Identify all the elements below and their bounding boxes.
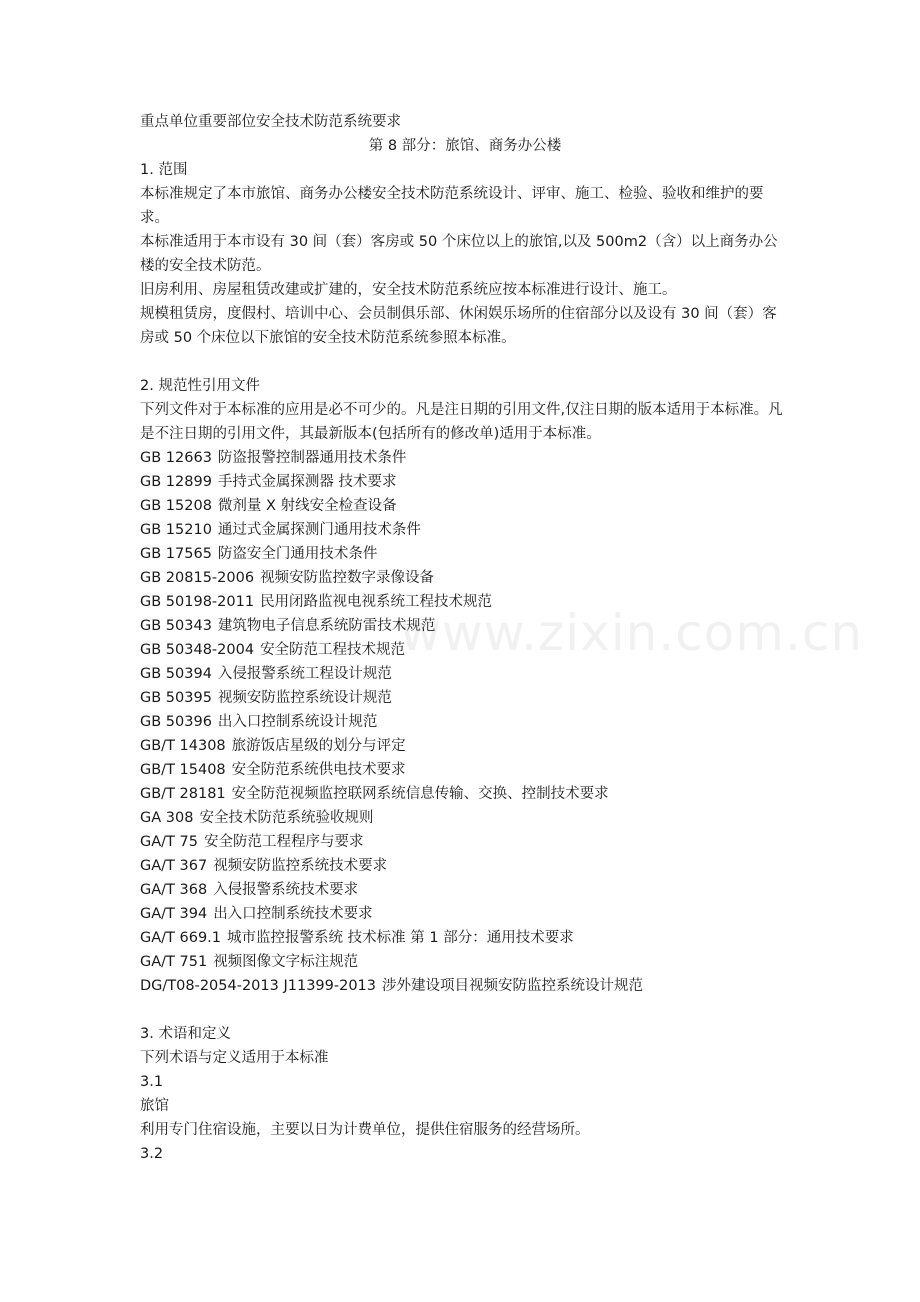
reference-title: 手持式金属探测器 技术要求 xyxy=(217,474,397,490)
reference-code: GB 12899 xyxy=(140,474,212,490)
blank-line xyxy=(140,350,790,374)
reference-item xyxy=(140,494,790,518)
reference-code: GA/T 669.1 xyxy=(140,930,222,946)
reference-title: 旅游饭店星级的划分与评定 xyxy=(231,738,406,754)
reference-code: GB 50198-2011 xyxy=(140,594,255,610)
reference-title: 安全防范视频监控联网系统信息传输、交换、控制技术要求 xyxy=(231,786,609,802)
reference-code: GB 17565 xyxy=(140,546,212,562)
section-2-paragraph: 下列文件对于本标准的应用是必不可少的。凡是注日期的引用文件,仅注日期的版本适用于本标准。凡是不注日期的引用文件，其最新版本(包括所有的修改单)适用于本标准。 xyxy=(140,402,783,442)
reference-title: 视频安防监控系统技术要求 xyxy=(213,858,388,874)
reference-list xyxy=(140,446,790,998)
reference-title: 涉外建设项目视频安防监控系统设计规范 xyxy=(382,978,644,994)
reference-item xyxy=(140,902,790,926)
reference-title: 民用闭路监视电视系统工程技术规范 xyxy=(260,594,493,610)
reference-item xyxy=(140,638,790,662)
reference-item xyxy=(140,854,790,878)
watermark: www.zixin.com.cn xyxy=(400,604,864,662)
reference-title: 安全防范工程程序与要求 xyxy=(203,834,364,850)
reference-title: 入侵报警系统技术要求 xyxy=(213,882,359,898)
reference-code: GB 50394 xyxy=(140,666,212,682)
reference-item xyxy=(140,974,790,998)
term-number: 3.2 xyxy=(140,1146,164,1162)
reference-code: GB 15208 xyxy=(140,498,212,514)
reference-code: GB/T 28181 xyxy=(140,786,226,802)
term-number: 3.1 xyxy=(140,1074,164,1090)
reference-code: GA/T 394 xyxy=(140,906,208,922)
reference-code: GB 50396 xyxy=(140,714,212,730)
section-3-intro: 下列术语与定义适用于本标准 xyxy=(140,1050,329,1066)
document-title: 重点单位重要部位安全技术防范系统要求 xyxy=(140,114,401,130)
section-3-heading: 3. 术语和定义 xyxy=(140,1026,231,1042)
reference-code: GB 20815-2006 xyxy=(140,570,255,586)
reference-code: GA/T 751 xyxy=(140,954,208,970)
reference-item xyxy=(140,710,790,734)
reference-title: 通过式金属探测门通用技术条件 xyxy=(217,522,421,538)
reference-item xyxy=(140,782,790,806)
reference-title: 视频图像文字标注规范 xyxy=(213,954,359,970)
section-1-paragraph: 本标准适用于本市设有 30 间（套）客房或 50 个床位以上的旅馆,以及 500m2（含）以上商务办公楼的安全技术防范。 xyxy=(140,234,778,274)
reference-item xyxy=(140,542,790,566)
reference-code: GA/T 368 xyxy=(140,882,208,898)
reference-item xyxy=(140,566,790,590)
blank-line xyxy=(140,998,790,1022)
section-2-heading: 2. 规范性引用文件 xyxy=(140,378,260,394)
reference-item xyxy=(140,470,790,494)
reference-title: 安全防范系统供电技术要求 xyxy=(231,762,406,778)
reference-code: GB 12663 xyxy=(140,450,212,466)
section-1-paragraph: 规模租赁房，度假村、培训中心、会员制俱乐部、休闲娱乐场所的住宿部分以及设有 30 间（套）客房或 50 个床位以下旅馆的安全技术防范系统参照本标准。 xyxy=(140,306,777,346)
reference-item xyxy=(140,926,790,950)
reference-item xyxy=(140,830,790,854)
reference-title: 防盗安全门通用技术条件 xyxy=(217,546,378,562)
reference-item xyxy=(140,758,790,782)
reference-item xyxy=(140,614,790,638)
reference-item xyxy=(140,662,790,686)
reference-code: GA 308 xyxy=(140,810,194,826)
reference-item xyxy=(140,686,790,710)
reference-item xyxy=(140,806,790,830)
reference-title: 城市监控报警系统 技术标准 第 1 部分：通用技术要求 xyxy=(227,930,574,946)
reference-title: 出入口控制系统设计规范 xyxy=(217,714,378,730)
document-body xyxy=(140,110,790,1166)
reference-code: GB 15210 xyxy=(140,522,212,538)
reference-code: GA/T 75 xyxy=(140,834,198,850)
reference-title: 视频安防监控系统设计规范 xyxy=(217,690,392,706)
reference-item xyxy=(140,950,790,974)
term-name: 旅馆 xyxy=(140,1098,169,1114)
reference-title: 入侵报警系统工程设计规范 xyxy=(217,666,392,682)
term-definition: 利用专门住宿设施，主要以日为计费单位，提供住宿服务的经营场所。 xyxy=(140,1122,590,1138)
reference-code: GB/T 14308 xyxy=(140,738,226,754)
reference-code: GA/T 367 xyxy=(140,858,208,874)
section-1-paragraph: 旧房利用、房屋租赁改建或扩建的，安全技术防范系统应按本标准进行设计、施工。 xyxy=(140,282,677,298)
reference-item xyxy=(140,518,790,542)
reference-title: 建筑物电子信息系统防雷技术规范 xyxy=(217,618,436,634)
reference-item xyxy=(140,734,790,758)
reference-code: GB 50343 xyxy=(140,618,212,634)
reference-item xyxy=(140,878,790,902)
reference-title: 防盗报警控制器通用技术条件 xyxy=(217,450,407,466)
section-1-heading: 1. 范围 xyxy=(140,162,188,178)
reference-code: GB/T 15408 xyxy=(140,762,226,778)
reference-title: 出入口控制系统技术要求 xyxy=(213,906,373,922)
reference-item xyxy=(140,590,790,614)
reference-item xyxy=(140,446,790,470)
reference-code: GB 50348-2004 xyxy=(140,642,255,658)
document-subtitle: 第 8 部分：旅馆、商务办公楼 xyxy=(368,138,562,154)
reference-code: DG/T08-2054-2013 J11399-2013 xyxy=(140,978,377,994)
reference-code: GB 50395 xyxy=(140,690,212,706)
reference-title: 安全防范工程技术规范 xyxy=(260,642,406,658)
reference-title: 微剂量 X 射线安全检查设备 xyxy=(217,498,397,514)
section-1-paragraph: 本标准规定了本市旅馆、商务办公楼安全技术防范系统设计、评审、施工、检验、验收和维护的要求。 xyxy=(140,186,764,226)
reference-title: 安全技术防范系统验收规则 xyxy=(199,810,374,826)
reference-title: 视频安防监控数字录像设备 xyxy=(260,570,435,586)
